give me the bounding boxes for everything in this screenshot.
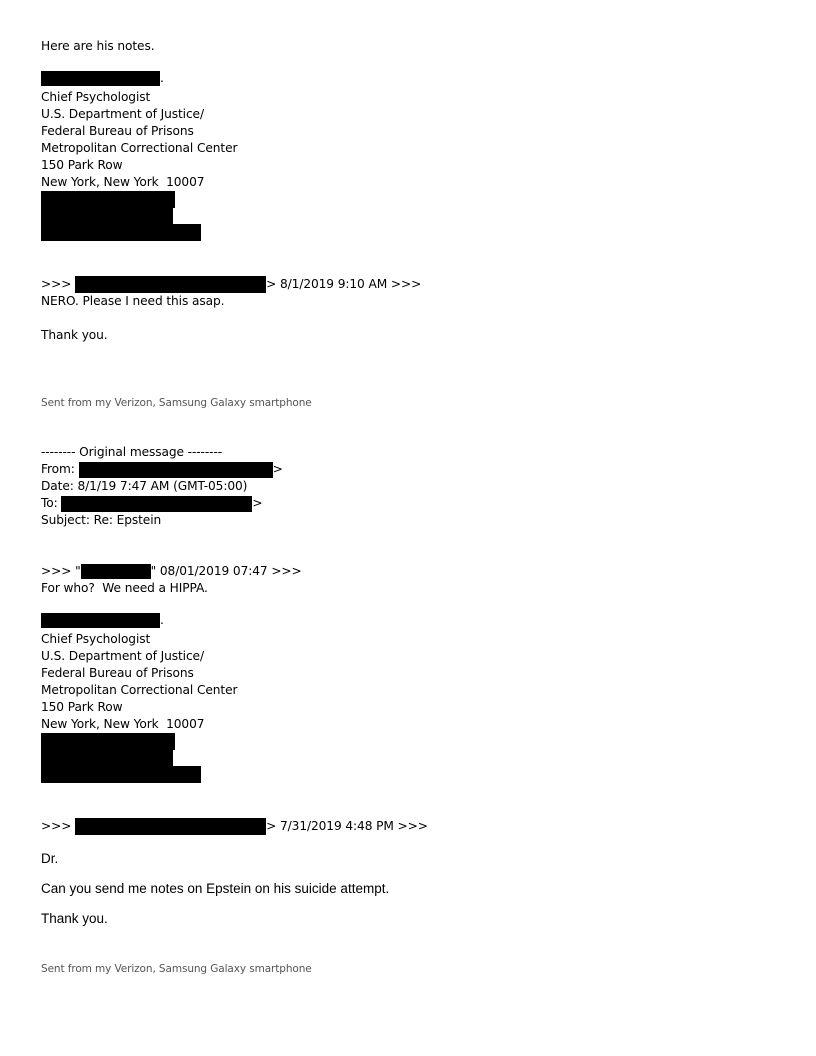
subject-line: Subject: Re: Epstein	[41, 513, 162, 527]
signature-street: 150 Park Row	[41, 700, 123, 714]
quote-header	[41, 563, 302, 580]
redaction-block	[79, 462, 273, 478]
signature-title: Chief Psychologist	[41, 90, 151, 104]
quote-suffix: > 7/31/2019 4:48 PM >>>	[266, 819, 428, 833]
redaction-block	[75, 818, 266, 835]
greeting-text: Dr.	[41, 851, 59, 866]
quote-prefix: >>>	[41, 277, 72, 291]
signature-name-line	[41, 612, 164, 629]
redaction-block	[41, 749, 173, 767]
date-line: Date: 8/1/19 7:47 AM (GMT-05:00)	[41, 479, 248, 493]
message-body: Can you send me notes on Epstein on his suicide attempt.	[41, 881, 390, 896]
thanks-text: Thank you.	[41, 911, 108, 926]
signature-bureau: Federal Bureau of Prisons	[41, 666, 194, 680]
redaction-block	[41, 733, 175, 750]
signature-department: U.S. Department of Justice/	[41, 107, 204, 121]
signature-bureau: Federal Bureau of Prisons	[41, 124, 194, 138]
to-line	[41, 495, 263, 512]
from-line	[41, 461, 283, 478]
signature-department: U.S. Department of Justice/	[41, 649, 204, 663]
sent-from-text: Sent from my Verizon, Samsung Galaxy smartphone	[41, 397, 312, 409]
signature-name-line	[41, 70, 164, 87]
signature-trail: .	[160, 71, 164, 85]
quote-suffix: " 08/01/2019 07:47 >>>	[150, 564, 302, 578]
quote-suffix: > 8/1/2019 9:10 AM >>>	[266, 277, 422, 291]
sent-from-text: Sent from my Verizon, Samsung Galaxy smartphone	[41, 963, 312, 975]
redaction-block	[41, 224, 201, 241]
redaction-block	[61, 496, 252, 512]
to-label: To:	[41, 496, 58, 510]
from-end: >	[272, 462, 283, 476]
signature-title: Chief Psychologist	[41, 632, 151, 646]
redaction-block	[75, 276, 266, 293]
quote-prefix: >>> "	[41, 564, 81, 578]
signature-city: New York, New York 10007	[41, 717, 205, 731]
signature-city: New York, New York 10007	[41, 175, 205, 189]
quote-header	[41, 276, 421, 293]
message-body: NERO. Please I need this asap.	[41, 294, 225, 308]
from-label: From:	[41, 462, 75, 476]
intro-text: Here are his notes.	[41, 39, 155, 53]
signature-facility: Metropolitan Correctional Center	[41, 683, 238, 697]
quote-prefix: >>>	[41, 819, 72, 833]
to-end: >	[252, 496, 263, 510]
redaction-block	[41, 207, 173, 225]
redaction-block	[41, 766, 201, 783]
quote-header	[41, 818, 428, 835]
redaction-block	[41, 71, 160, 86]
thanks-text: Thank you.	[41, 328, 108, 342]
signature-trail: .	[160, 613, 164, 627]
original-message-divider: -------- Original message --------	[41, 445, 223, 459]
signature-facility: Metropolitan Correctional Center	[41, 141, 238, 155]
signature-street: 150 Park Row	[41, 158, 123, 172]
redaction-block	[41, 613, 160, 628]
message-body: For who? We need a HIPPA.	[41, 581, 208, 595]
redaction-block	[41, 191, 175, 208]
redaction-block	[81, 564, 151, 579]
